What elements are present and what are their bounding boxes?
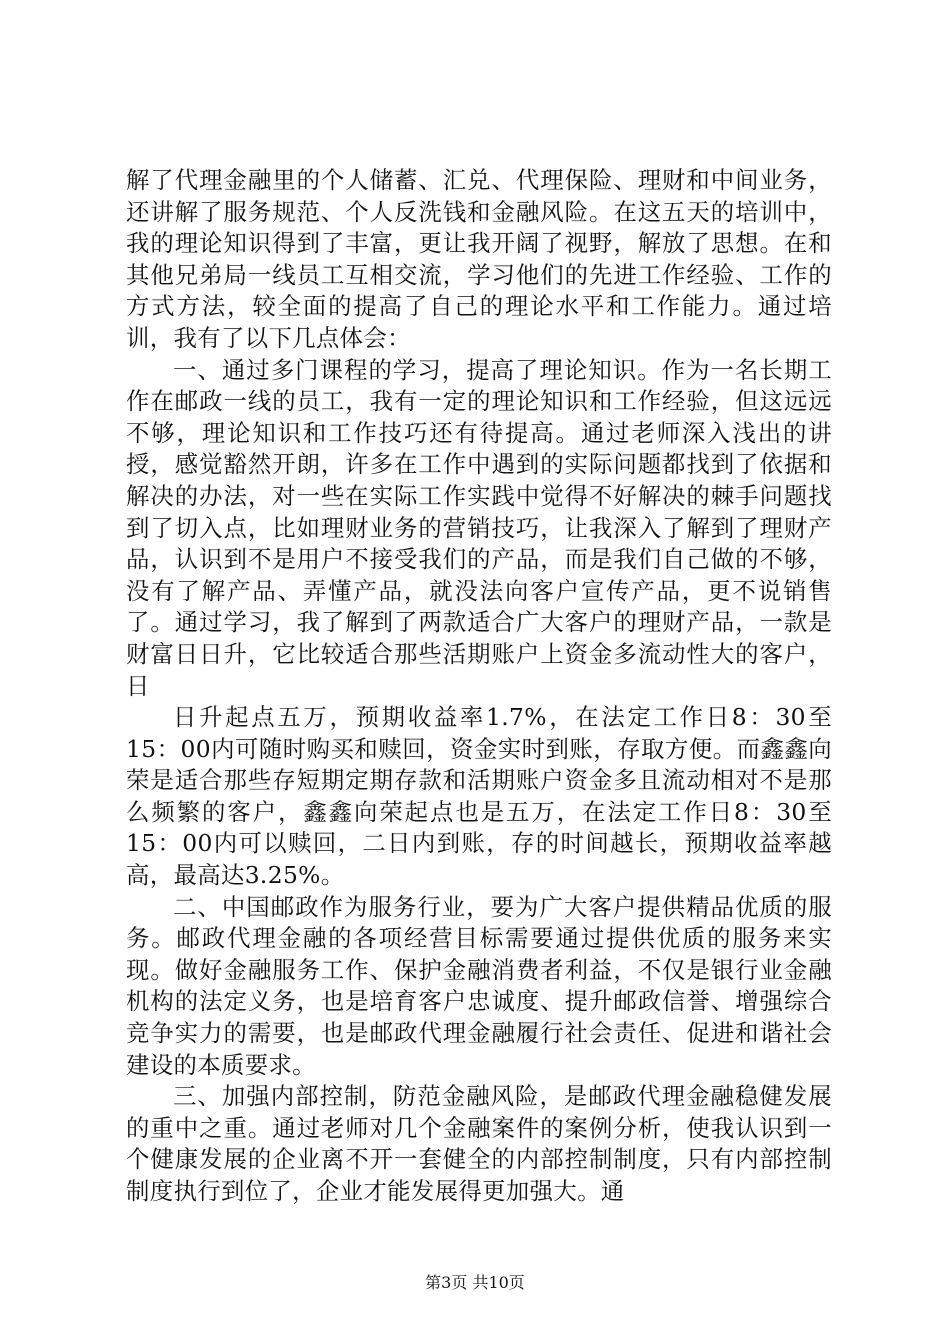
page-number-footer: 第3页 共10页 [425,1273,525,1292]
paragraph-point-two: 二、中国邮政作为服务行业，要为广大客户提供精品优质的服务。邮政代理金融的各项经营目标需要通过提供优质的服务来实现。做好金融服务工作、保护金融消费者利益，不仅是银行业金融机构的法定义务，也是培育客户忠诚度、提升邮政信誉、增强综合竞争实力的需要，也是邮政代理金融履行社会责任、促进和谐社会建设的本质要求。 [126,892,832,1079]
paragraph-point-one: 一、通过多门课程的学习，提高了理论知识。作为一名长期工作在邮政一线的员工，我有一定的理论知识和工作经验，但这远远不够，理论知识和工作技巧还有待提高。通过老师深入浅出的讲授，感觉豁然开朗，许多在工作中遇到的实际问题都找到了依据和解决的办法，对一些在实际工作实践中觉得不好解决的棘手问题找到了切入点，比如理财业务的营销技巧，让我深入了解到了理财产品，认识到不是用户不接受我们的产品，而是我们自己做的不够，没有了解产品、弄懂产品，就没法向客户宣传产品，更不说销售了。通过学习，我了解到了两款适合广大客户的理财产品，一款是财富日日升，它比较适合那些活期账户上资金多流动性大的客户，日 [126,355,832,700]
paragraph-product-details: 日升起点五万，预期收益率1.7%，在法定工作日8：30至15：00内可随时购买和赎回，资金实时到账，存取方便。而鑫鑫向荣是适合那些存短期定期存款和活期账户资金多且流动相对不是那么频繁的客户，鑫鑫向荣起点也是五万，在法定工作日8：30至15：00内可以赎回，二日内到账，存的时间越长，预期收益率越高，最高达3.25%。 [126,703,832,890]
document-body [126,165,832,1208]
paragraph-continuation: 解了代理金融里的个人储蓄、汇兑、代理保险、理财和中间业务，还讲解了服务规范、个人反洗钱和金融风险。在这五天的培训中，我的理论知识得到了丰富，更让我开阔了视野，解放了思想。在和其他兄弟局一线员工互相交流，学习他们的先进工作经验、工作的方式方法，较全面的提高了自己的理论水平和工作能力。通过培训，我有了以下几点体会： [126,166,832,352]
paragraph-point-three: 三、加强内部控制，防范金融风险，是邮政代理金融稳健发展的重中之重。通过老师对几个金融案件的案例分析，使我认识到一个健康发展的企业离不开一套健全的内部控制制度，只有内部控制制度执行到位了，企业才能发展得更加强大。通 [126,1082,832,1205]
